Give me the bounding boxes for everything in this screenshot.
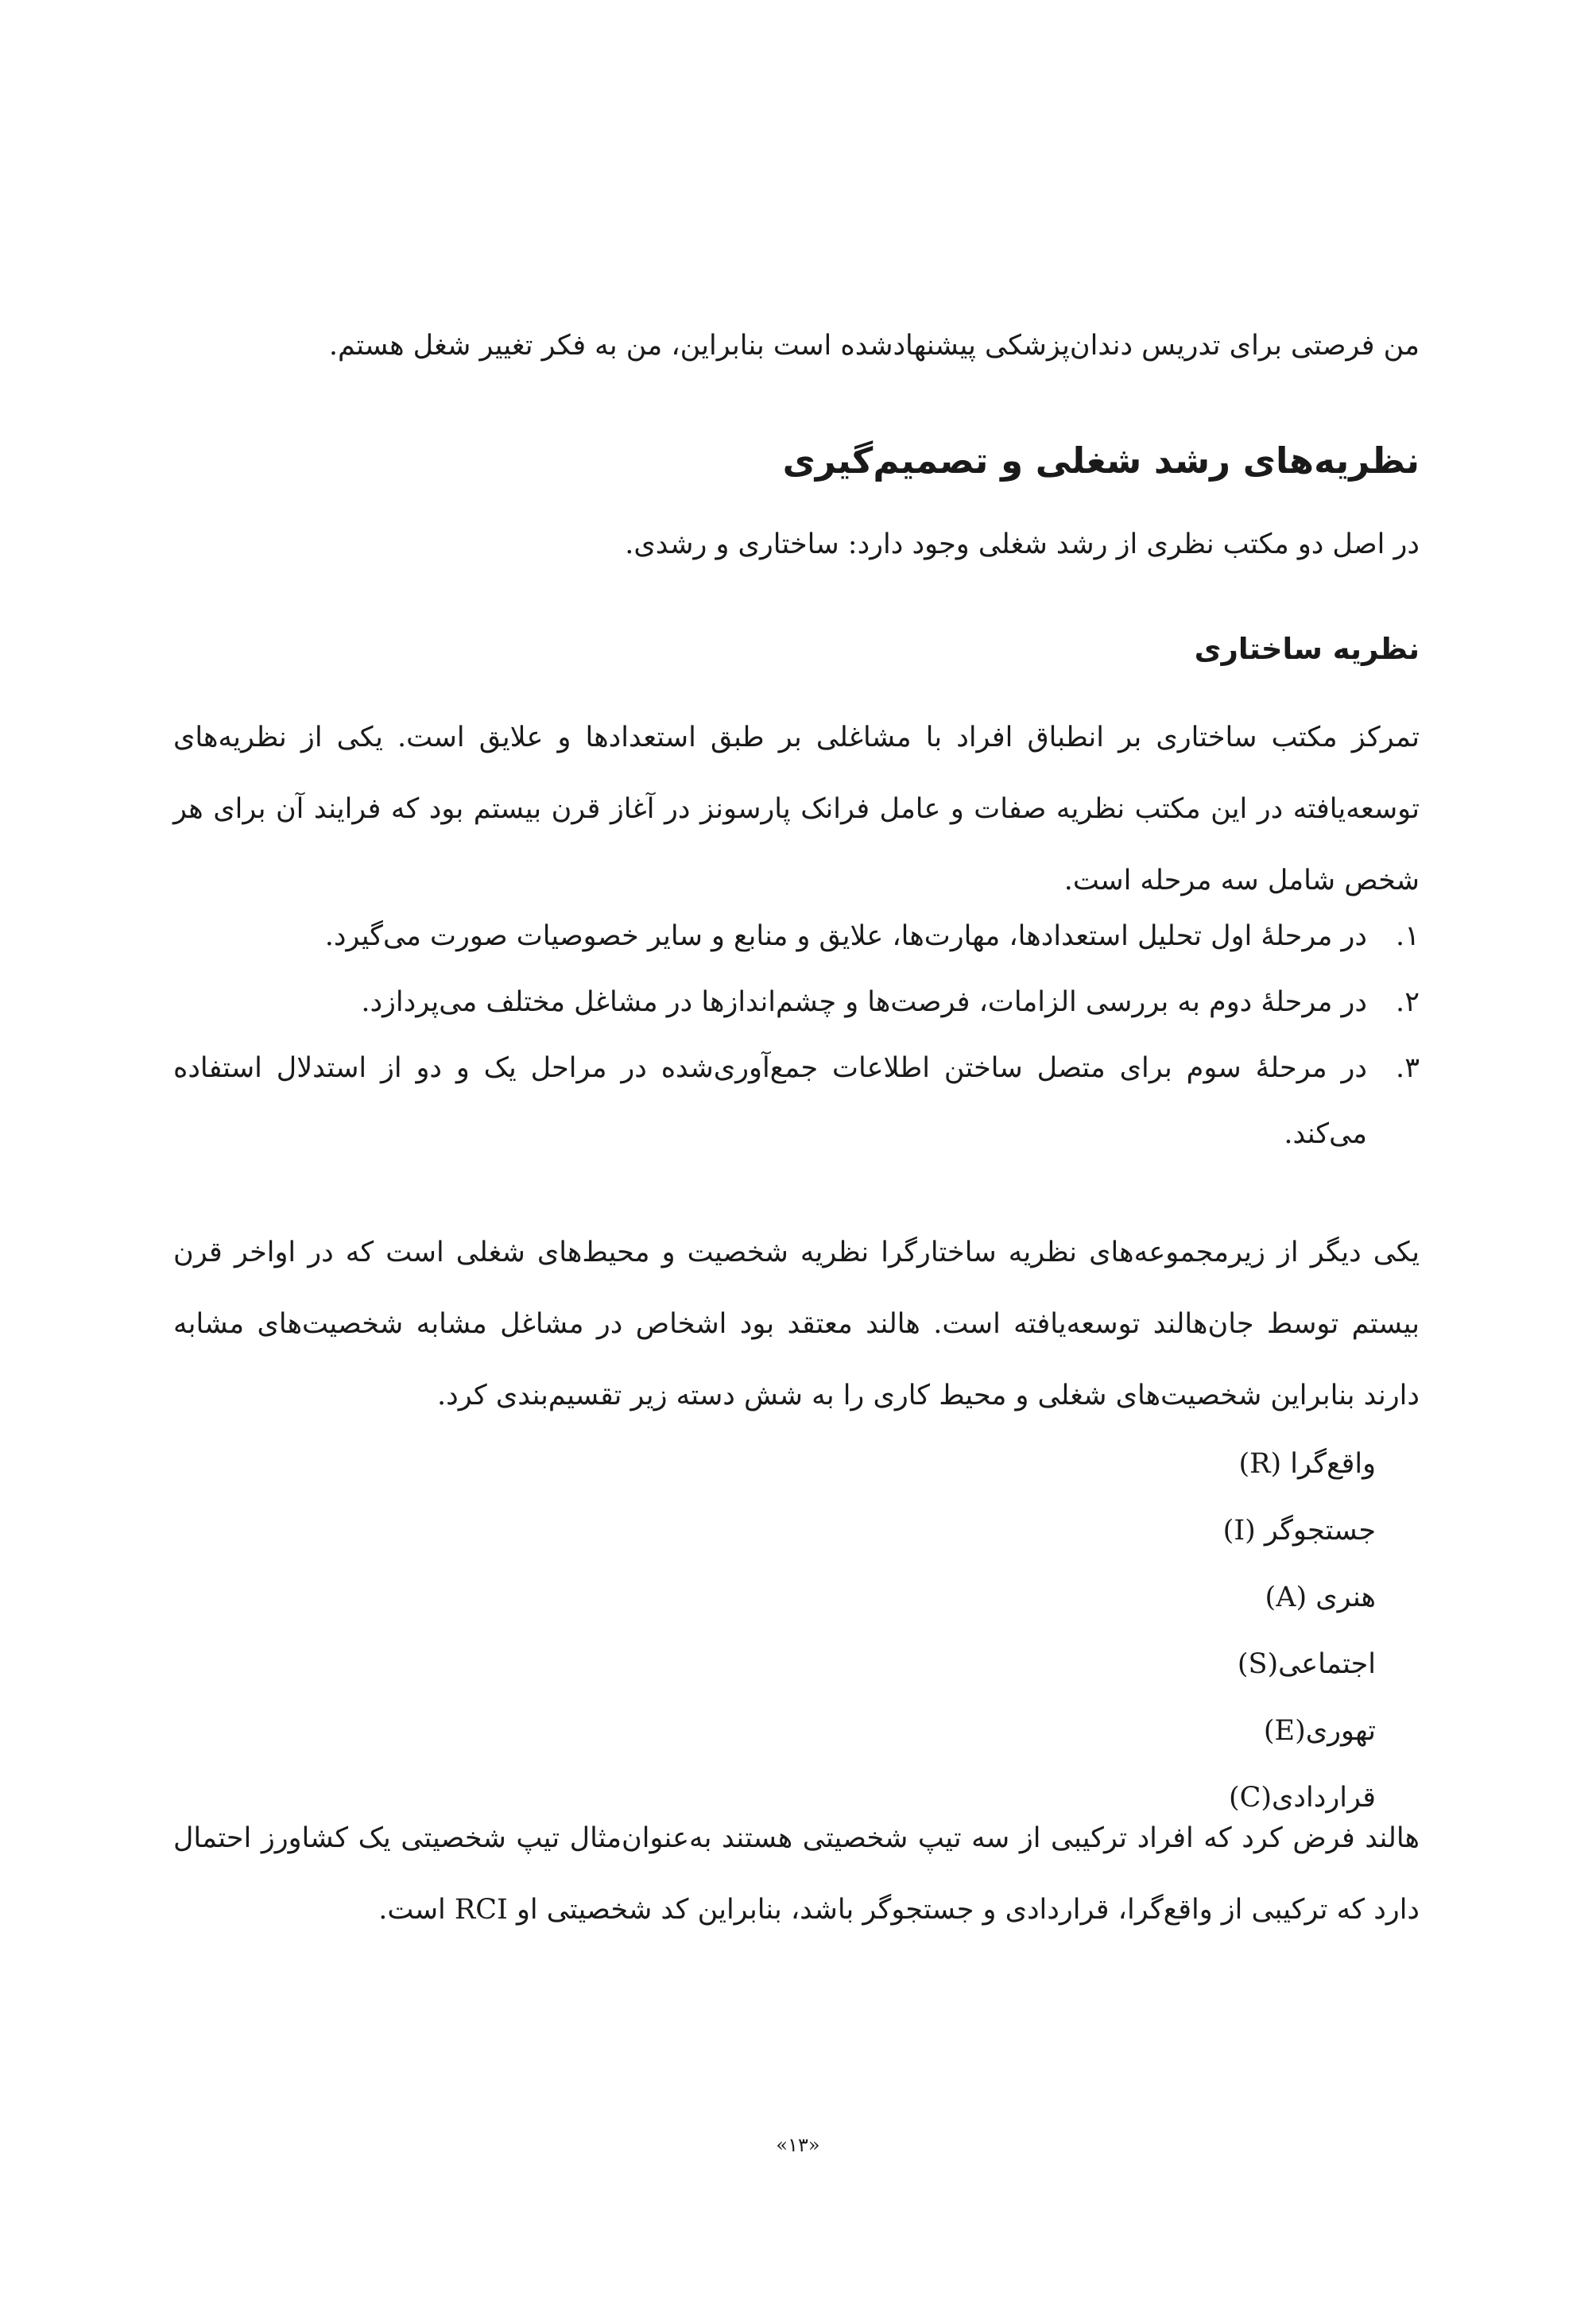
list-item <box>173 1036 1420 1167</box>
list-item: هنری (A) <box>1265 1582 1376 1613</box>
list-item: تهوری(E) <box>1263 1715 1376 1747</box>
personality-types-list <box>1223 1431 1376 1831</box>
list-item <box>173 970 1420 1036</box>
paragraph-holland: یکی دیگر از زیرمجموعه‌های نظریه ساختارگرا نظریه شخصیت و محیط‌های شغلی است که در اواخر قرن بیستم توسط جان‌هالند توسعه‌یافته است. هالند معتقد بود اشخاص در مشاغل مشابه شخصیت‌های مشابه دارند بنابراین شخصیت‌های شغلی و محیط کاری را به شش دسته زیر تقسیم‌بندی کرد. <box>173 1237 1420 1411</box>
steps-list <box>173 904 1420 1167</box>
paragraph-rci: هالند فرض کرد که افراد ترکیبی از سه تیپ شخصیتی هستند به‌عنوان‌مثال تیپ شخصیتی یک کشاورز احتمال دارد که ترکیبی از واقع‌گرا، قراردادی و جستجوگر باشد، بنابراین کد شخصیتی او RCI است. <box>173 1822 1420 1926</box>
section-title: نظریه‌های رشد شغلی و تصمیم‌گیری <box>782 439 1420 482</box>
list-item-text: در مرحلهٔ سوم برای متصل ساختن اطلاعات جمع‌آوری‌شده در مراحل یک و دو از استدلال استفاده می‌کند. <box>173 1052 1367 1150</box>
list-item: واقع‌گرا (R) <box>1238 1448 1376 1480</box>
list-item: جستجوگر (I) <box>1222 1515 1376 1547</box>
intro-paragraph: در اصل دو مکتب نظری از رشد شغلی وجود دارد: ساختاری و رشدی. <box>625 529 1420 560</box>
list-number: ۱. <box>1396 920 1420 952</box>
top-line: من فرصتی برای تدریس دندان‌پزشکی پیشنهادشده است بنابراین، من به فکر تغییر شغل هستم. <box>328 330 1420 362</box>
list-number: ۲. <box>1396 986 1420 1018</box>
list-item-text: در مرحلهٔ اول تحلیل استعدادها، مهارت‌ها، علایق و منابع و سایر خصوصیات صورت می‌گیرد. <box>324 920 1367 952</box>
page-number: «۱۳» <box>776 2134 820 2156</box>
list-item-text: در مرحلهٔ دوم به بررسی الزامات، فرصت‌ها و چشم‌اندازها در مشاغل مختلف می‌پردازد. <box>361 986 1367 1018</box>
subsection-title: نظریه ساختاری <box>1194 632 1420 666</box>
list-item <box>173 904 1420 970</box>
list-item: اجتماعی(S) <box>1237 1648 1376 1680</box>
list-item: قراردادی(C) <box>1228 1782 1376 1814</box>
list-number: ۳. <box>1396 1052 1420 1084</box>
paragraph-structural: تمرکز مکتب ساختاری بر انطباق افراد با مشاغلی بر طبق استعدادها و علایق است. یکی از نظریه‌های توسعه‌یافته در این مکتب نظریه صفات و عامل فرانک پارسونز در آغاز قرن بیستم بود که فرایند آن برای هر شخص شامل سه مرحله است. <box>173 722 1420 896</box>
